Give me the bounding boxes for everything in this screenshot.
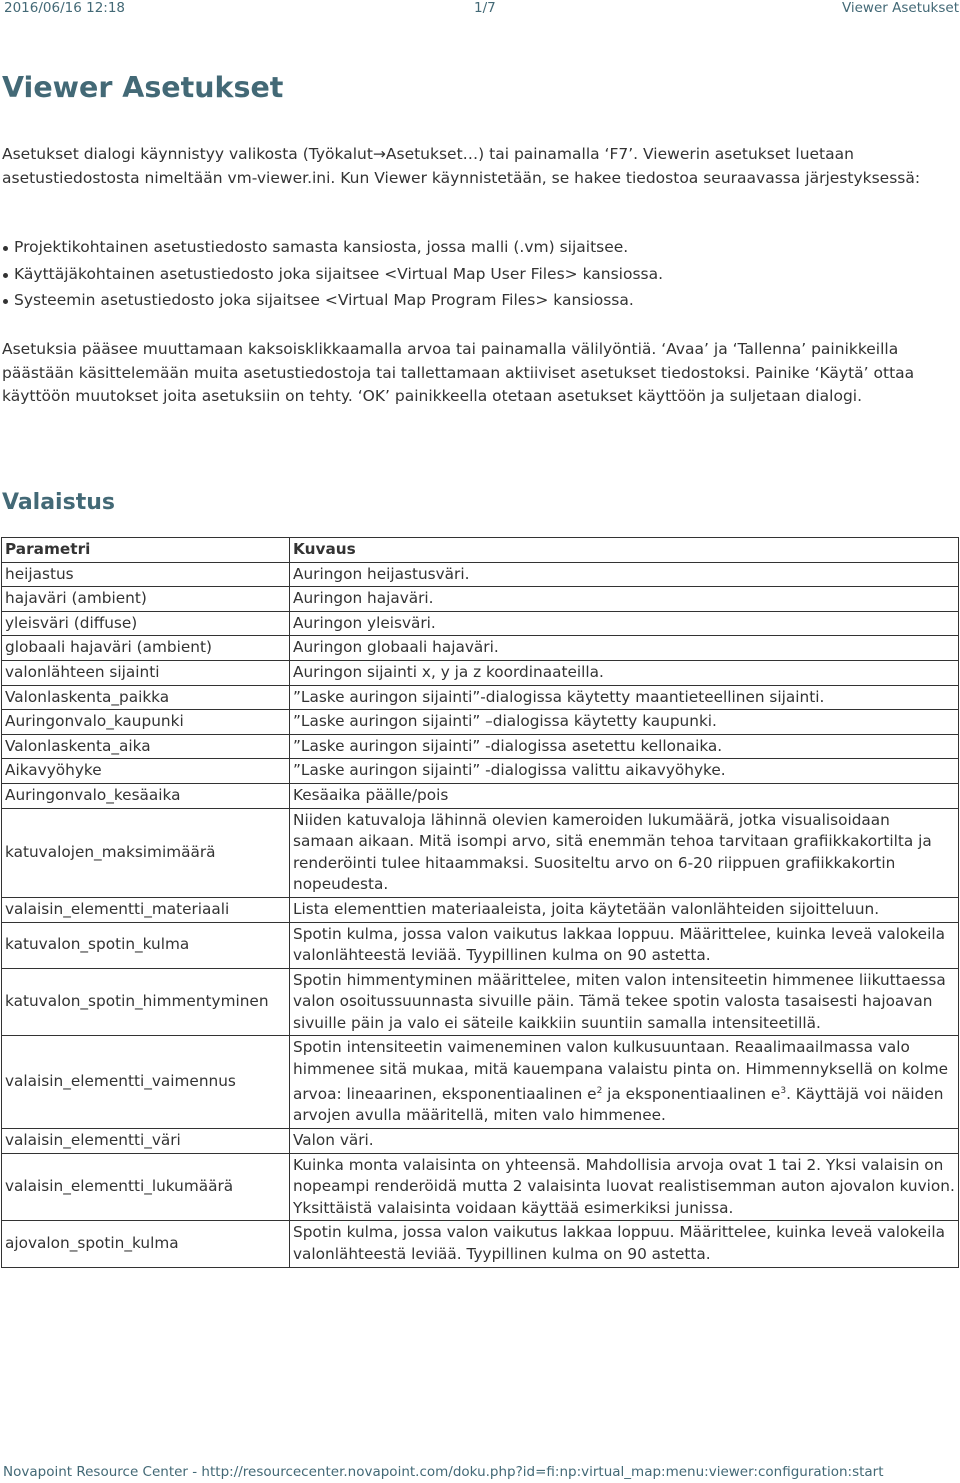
page-title: Viewer Asetukset [2, 71, 284, 104]
param-description: Auringon sijainti x, y ja z koordinaateilla. [290, 660, 959, 685]
page-footer: Novapoint Resource Center - http://resourcecenter.novapoint.com/doku.php?id=fi:np:virtual_map:menu:viewer:configuration:start [3, 1464, 884, 1480]
param-description: ”Laske auringon sijainti” -dialogissa valittu aikavyöhyke. [290, 759, 959, 784]
param-name: globaali hajaväri (ambient) [2, 636, 290, 661]
table-row [2, 685, 959, 710]
param-name: Valonlaskenta_aika [2, 734, 290, 759]
param-description: Auringon hajaväri. [290, 587, 959, 612]
section-title: Valaistus [2, 490, 115, 515]
page-header [0, 0, 960, 17]
edit-paragraph: Asetuksia pääsee muuttamaan kaksoisklikkaamalla arvoa tai painamalla välilyöntiä. ‘Avaa’ ja ‘Tallenna’ painikkeilla päästään käsittelemään muita asetustiedostoja tai tallettamaan aktiiviset asetukset tiedostoksi. Painike ‘Käytä’ ottaa käyttöön muutokset joita asetuksiin on tehty. ‘OK’ painikkeella otetaan asetukset käyttöön ja suljetaan dialogi. [2, 340, 915, 405]
header-title: Viewer Asetukset [841, 0, 959, 16]
table-row [2, 922, 959, 968]
param-name: valaisin_elementti_lukumäärä [2, 1153, 290, 1221]
param-name: ajovalon_spotin_kulma [2, 1221, 290, 1267]
param-description: Niiden katuvaloja lähinnä olevien kameroiden lukumäärä, jotka visualisoidaan samaan aikaan. Mitä isompi arvo, sitä enemmän tehoa tarvitaan grafiikkakortilta ja renderöinti tulee hitaammaksi. Suositeltu arvo on 6-20 riippuen grafiikkakortin nopeudesta. [290, 808, 959, 897]
param-name: Auringonvalo_kaupunki [2, 710, 290, 735]
param-name: valaisin_elementti_väri [2, 1128, 290, 1153]
param-name: katuvalon_spotin_kulma [2, 922, 290, 968]
page-number: 1/7 [474, 0, 496, 16]
param-name: hajaväri (ambient) [2, 587, 290, 612]
list-item: Projektikohtainen asetustiedosto samasta kansiosta, jossa malli (.vm) sijaitsee. [0, 236, 663, 263]
param-name: Aikavyöhyke [2, 759, 290, 784]
param-description: ”Laske auringon sijainti” -dialogissa asetettu kellonaika. [290, 734, 959, 759]
param-description: Kuinka monta valaisinta on yhteensä. Mahdollisia arvoja ovat 1 tai 2. Yksi valaisin on nopeampi renderöidä mutta 2 valaisinta luovat realistisemman auton ajovalon kuvion. Yksittäistä valaisinta voidaan käyttää esimerkiksi junissa. [290, 1153, 959, 1221]
table-row [2, 587, 959, 612]
param-description: Auringon globaali hajaväri. [290, 636, 959, 661]
intro-paragraph: Asetukset dialogi käynnistyy valikosta (Työkalut→Asetukset…) tai painamalla ‘F7’. Viewerin asetukset luetaan asetustiedostosta nimeltään vm-viewer.ini. Kun Viewer käynnistetään, se hakee tiedostoa seuraavassa järjestyksessä: [2, 145, 921, 187]
table-row [2, 1036, 959, 1128]
param-name: Valonlaskenta_paikka [2, 685, 290, 710]
table-row [2, 1128, 959, 1153]
table-row [2, 660, 959, 685]
table-row [2, 611, 959, 636]
desc-text: . Käyttäjä voi näiden arvojen avulla määritellä, miten valo himmenee. [293, 1084, 944, 1125]
param-name: valaisin_elementti_vaimennus [2, 1036, 290, 1128]
param-description: Spotin kulma, jossa valon vaikutus lakkaa loppuu. Määrittelee, kuinka leveä valokeila valonlähteestä leviää. Tyypillinen kulma on 90 astetta. [290, 1221, 959, 1267]
param-name: valaisin_elementti_materiaali [2, 897, 290, 922]
column-header-parameter: Parametri [2, 538, 290, 563]
exponent: 2 [596, 1085, 603, 1096]
table-row [2, 808, 959, 897]
table-row [2, 636, 959, 661]
param-description: Kesäaika päälle/pois [290, 783, 959, 808]
param-description: Auringon heijastusväri. [290, 562, 959, 587]
param-name: yleisväri (diffuse) [2, 611, 290, 636]
param-description [290, 1036, 959, 1128]
parameter-table [1, 537, 959, 1268]
table-row [2, 968, 959, 1036]
table-row [2, 759, 959, 784]
param-description: ”Laske auringon sijainti” –dialogissa käytetty kaupunki. [290, 710, 959, 735]
param-description: Lista elementtien materiaaleista, joita käytetään valonlähteiden sijoitteluun. [290, 897, 959, 922]
desc-text: ja eksponentiaalinen e [602, 1084, 781, 1103]
param-name: katuvalojen_maksimimäärä [2, 808, 290, 897]
table-row [2, 897, 959, 922]
table-row [2, 734, 959, 759]
param-description: Valon väri. [290, 1128, 959, 1153]
param-name: katuvalon_spotin_himmentyminen [2, 968, 290, 1036]
param-description: ”Laske auringon sijainti”-dialogissa käytetty maantieteellinen sijainti. [290, 685, 959, 710]
table-row [2, 783, 959, 808]
param-description: Spotin kulma, jossa valon vaikutus lakkaa loppuu. Määrittelee, kuinka leveä valokeila valonlähteestä leviää. Tyypillinen kulma on 90 astetta. [290, 922, 959, 968]
table-row [2, 562, 959, 587]
exponent: 3 [780, 1085, 787, 1096]
param-name: Auringonvalo_kesäaika [2, 783, 290, 808]
list-item: Systeemin asetustiedosto joka sijaitsee <Virtual Map Program Files> kansiossa. [0, 289, 663, 316]
settings-file-order-list [0, 236, 663, 316]
table-row [2, 1221, 959, 1267]
param-name: valonlähteen sijainti [2, 660, 290, 685]
table-row [2, 710, 959, 735]
param-description: Auringon yleisväri. [290, 611, 959, 636]
column-header-description: Kuvaus [290, 538, 959, 563]
print-date: 2016/06/16 12:18 [4, 0, 126, 16]
table-row [2, 1153, 959, 1221]
table-header-row [2, 538, 959, 563]
param-description: Spotin himmentyminen määrittelee, miten valon intensiteetin himmenee liikuttaessa valon osoitussuunnasta sivuille päin. Tämä tekee spotin valosta tasaisesti hajoavan sivuille päin ja valo ei säteile kaikkiin suuntiin samalla intensiteetillä. [290, 968, 959, 1036]
param-name: heijastus [2, 562, 290, 587]
desc-text: Spotin intensiteetin vaimeneminen valon kulkusuuntaan. Reaalimaailmassa valo himmenee sitä mukaa, mitä kauempana valaistu pinta on. Himmennyksellä on kolme arvoa: lineaarinen, eksponentiaalinen e [293, 1038, 949, 1103]
list-item: Käyttäjäkohtainen asetustiedosto joka sijaitsee <Virtual Map User Files> kansiossa. [0, 263, 663, 290]
